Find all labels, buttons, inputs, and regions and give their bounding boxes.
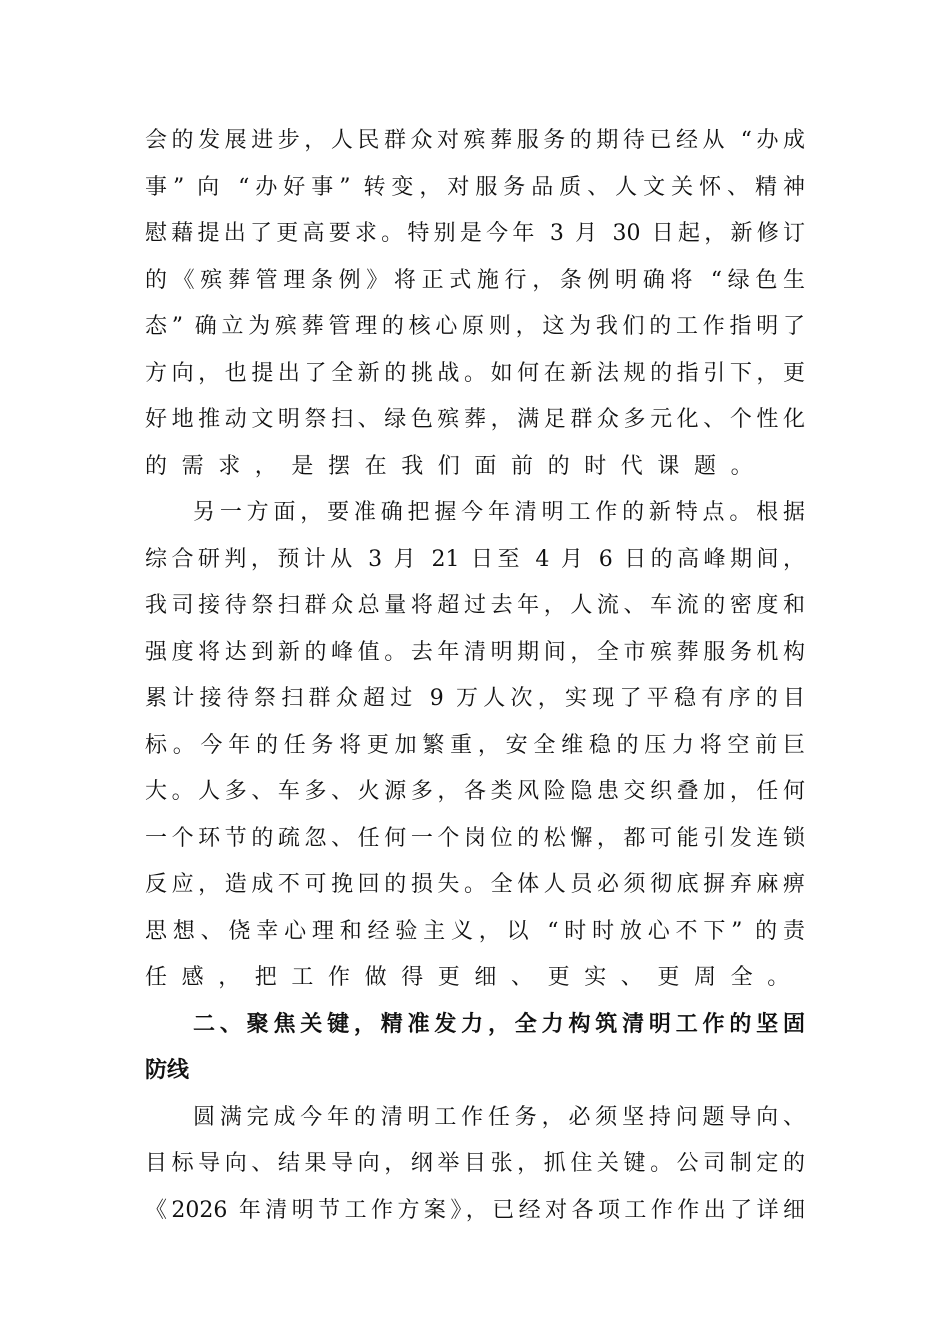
heading-line: 二、聚焦关键，精准发力，全力构筑清明工作的坚固 <box>193 1011 805 1037</box>
text-line: 慰藉提出了更高要求。特别是今年 3 月 30 日起，新修订 <box>145 221 805 246</box>
section-heading <box>145 1002 805 1095</box>
text-line: 大。人多、车多、火源多，各类风险隐患交织叠加，任何 <box>145 779 805 804</box>
paragraph-service-expectations <box>145 118 805 490</box>
text-line: 圆满完成今年的清明工作任务，必须坚持问题导向、 <box>193 1104 805 1130</box>
text-line: 好地推动文明祭扫、绿色殡葬，满足群众多元化、个性化 <box>145 407 805 432</box>
document-body <box>145 118 805 1234</box>
paragraph-new-characteristics <box>145 490 805 1002</box>
paragraph-work-plan <box>145 1095 805 1235</box>
text-line: 任感，把工作做得更细、更实、更周全。 <box>145 965 804 990</box>
text-line: 思想、侥幸心理和经验主义，以 “时时放心不下” 的责 <box>145 918 805 944</box>
heading-line: 防线 <box>145 1058 190 1083</box>
text-line: 方向，也提出了全新的挑战。如何在新法规的指引下，更 <box>145 360 805 386</box>
text-line: 综合研判，预计从 3 月 21 日至 4 月 6 日的高峰期间， <box>145 546 805 572</box>
text-line: 的《殡葬管理条例》将正式施行，条例明确将 “绿色生 <box>145 267 805 293</box>
text-line: 一个环节的疏忽、任何一个岗位的松懈，都可能引发连锁 <box>145 825 805 851</box>
text-line: 我司接待祭扫群众总量将超过去年，人流、车流的密度和 <box>145 593 805 618</box>
text-line: 《2026 年清明节工作方案》，已经对各项工作作出了详细 <box>145 1197 805 1223</box>
text-line: 标。今年的任务将更加繁重，安全维稳的压力将空前巨 <box>145 732 805 758</box>
text-line: 目标导向、结果导向，纲举目张，抓住关键。公司制定的 <box>145 1151 805 1176</box>
text-line: 另一方面，要准确把握今年清明工作的新特点。根据 <box>193 500 805 525</box>
text-line: 反应，造成不可挽回的损失。全体人员必须彻底摒弃麻痹 <box>145 872 805 897</box>
text-line: 事” 向 “办好事” 转变，对服务品质、人文关怀、精神 <box>145 174 805 200</box>
text-line: 强度将达到新的峰值。去年清明期间，全市殡葬服务机构 <box>145 639 805 665</box>
text-line: 态” 确立为殡葬管理的核心原则，这为我们的工作指明了 <box>145 314 805 339</box>
text-line: 会的发展进步，人民群众对殡葬服务的期待已经从 “办成 <box>145 128 805 153</box>
text-line: 累计接待祭扫群众超过 9 万人次，实现了平稳有序的目 <box>145 686 805 711</box>
text-line: 的需求，是摆在我们面前的时代课题。 <box>145 453 768 479</box>
